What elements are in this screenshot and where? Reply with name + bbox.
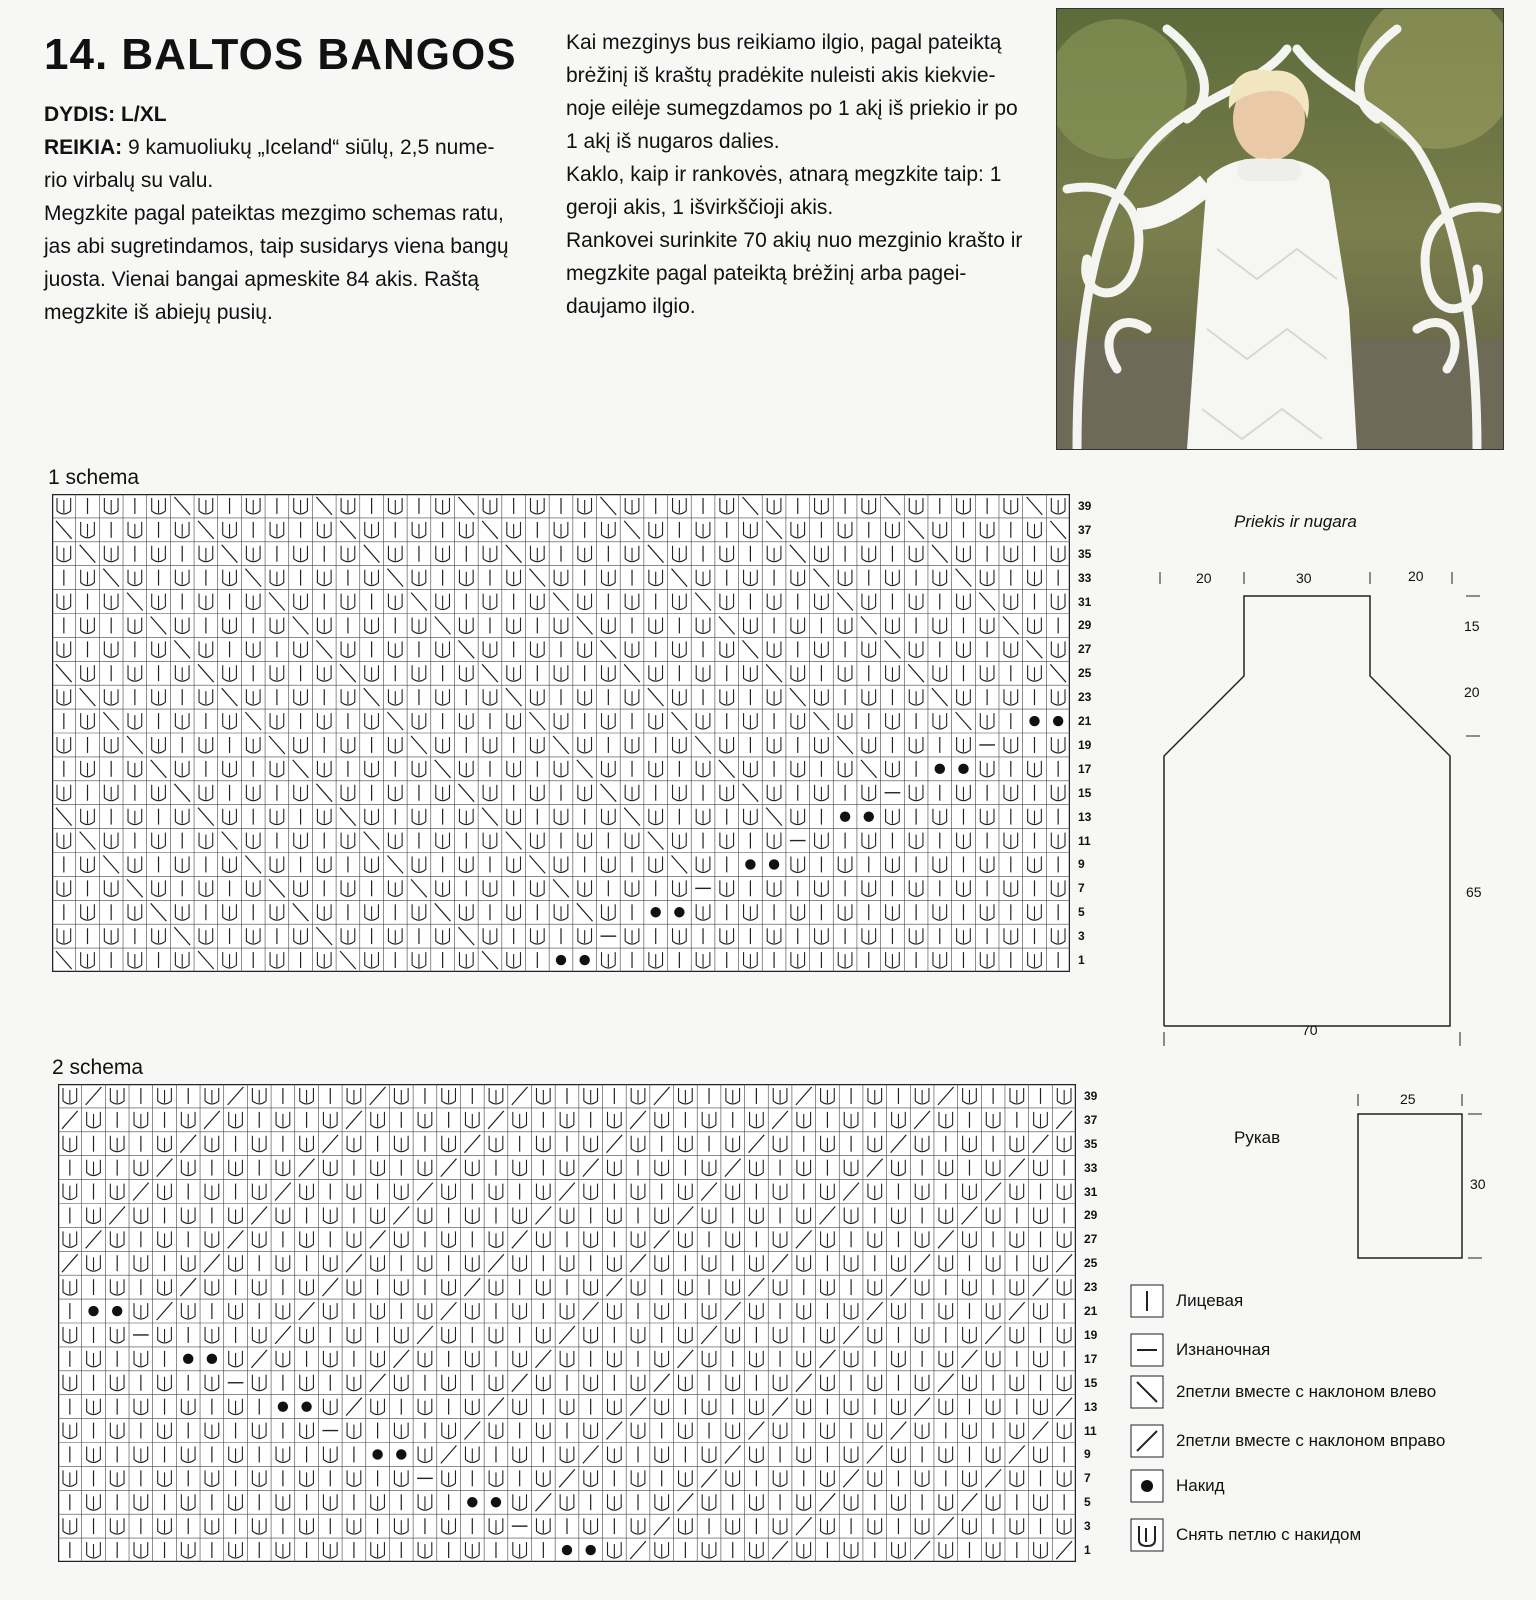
chart-stitch [650, 907, 660, 917]
row-number: 21 [1084, 1304, 1098, 1319]
row-number: 23 [1084, 1280, 1098, 1295]
row-number: 5 [1084, 1495, 1091, 1510]
dim-right-main: 65 [1466, 884, 1482, 900]
legend-item: Лицевая [1130, 1282, 1243, 1320]
intro-text [44, 98, 514, 329]
row-number: 29 [1078, 618, 1092, 633]
row-number: 9 [1084, 1447, 1091, 1462]
row-number: 27 [1084, 1232, 1098, 1247]
chart-stitch [958, 764, 968, 774]
row-number: 17 [1078, 761, 1092, 776]
row-number: 1 [1078, 953, 1085, 968]
chart-stitch [183, 1354, 193, 1364]
row-number: 39 [1084, 1088, 1098, 1103]
row-number: 21 [1078, 714, 1092, 729]
dim-bottom: 70 [1302, 1022, 1318, 1038]
chart-stitch [864, 811, 874, 821]
row-number: 37 [1084, 1112, 1098, 1127]
right-decrease-icon [1130, 1424, 1164, 1458]
purl-stitch-icon [1130, 1333, 1164, 1367]
row-number: 35 [1084, 1136, 1098, 1151]
row-number: 13 [1078, 809, 1092, 824]
chart-stitch [301, 1401, 311, 1411]
row-number: 35 [1078, 546, 1092, 561]
schema2-label: 2 schema [52, 1056, 144, 1079]
model-photo [1056, 8, 1504, 450]
dim-top-right: 20 [1408, 568, 1424, 584]
chart-stitch [467, 1497, 477, 1507]
row-number: 27 [1078, 642, 1092, 657]
schema1-chart [52, 494, 1070, 972]
dim-top-mid: 30 [1296, 570, 1312, 586]
row-number: 9 [1078, 857, 1085, 872]
body-schematic [1150, 566, 1490, 1046]
chart-stitch [112, 1306, 122, 1316]
row-number: 19 [1078, 737, 1092, 752]
row-number: 25 [1084, 1256, 1098, 1271]
yarn-over-icon [1130, 1469, 1164, 1503]
row-number: 3 [1078, 929, 1085, 944]
row-number: 17 [1084, 1351, 1098, 1366]
chart-stitch [674, 907, 684, 917]
row-number: 15 [1084, 1375, 1098, 1390]
size-label: DYDIS: [44, 103, 116, 126]
row-number: 31 [1084, 1184, 1098, 1199]
row-number: 29 [1084, 1208, 1098, 1223]
chart-stitch [935, 764, 945, 774]
intro-paragraph: Megzkite pagal pateiktas mezgimo schemas ratu, jas abi sugretindamos, taip susidarys viena bangų juosta. Vienai bangai apmeskite 84 akis. Raštą megzkite iš abiejų pusių. [44, 202, 509, 324]
dim-top-left: 20 [1196, 570, 1212, 586]
slip-stitch-icon [1130, 1518, 1164, 1552]
row-number: 5 [1078, 905, 1085, 920]
legend-item: Накид [1130, 1467, 1225, 1505]
row-number: 7 [1084, 1471, 1091, 1486]
knit-stitch-icon [1130, 1284, 1164, 1318]
schema1-label: 1 schema [48, 466, 140, 489]
row-number: 3 [1084, 1519, 1091, 1534]
sleeve-height: 30 [1470, 1176, 1486, 1192]
needs-label: REIKIA: [44, 136, 123, 159]
row-number: 23 [1078, 690, 1092, 705]
chart-stitch [278, 1401, 288, 1411]
chart-stitch [556, 955, 566, 965]
instructions-p2: Kaklo, kaip ir rankovės, atnarą megzkite taip: 1 geroji akis, 1 išvirkščioji akis. [566, 163, 1002, 219]
instructions-p1: Kai mezginys bus reikiamo ilgio, pagal pateiktą brėžinį iš kraštų pradėkite nuleisti akis kiekvie-noje eilėje sumegzdamos po 1 akį iš priekio ir po 1 akį iš nugaros dalies. [566, 31, 1018, 153]
chart-stitch [491, 1497, 501, 1507]
row-number: 1 [1084, 1543, 1091, 1558]
chart-stitch [1053, 716, 1063, 726]
sleeve-schematic [1350, 1094, 1490, 1264]
dim-right-top: 15 [1464, 618, 1480, 634]
chart-stitch [840, 811, 850, 821]
dim-right-mid: 20 [1464, 684, 1480, 700]
row-number: 25 [1078, 666, 1092, 681]
chart-stitch [745, 859, 755, 869]
schema2-chart [58, 1084, 1076, 1562]
chart-stitch [372, 1449, 382, 1459]
row-number: 33 [1084, 1160, 1098, 1175]
legend-item: Изнаночная [1130, 1331, 1270, 1369]
left-decrease-icon [1130, 1375, 1164, 1409]
page-title: 14. BALTOS BANGOS [44, 30, 517, 79]
row-number: 13 [1084, 1399, 1098, 1414]
row-number: 37 [1078, 522, 1092, 537]
row-number: 15 [1078, 785, 1092, 800]
chart-stitch [769, 859, 779, 869]
sleeve-diagram-title: Рукав [1234, 1128, 1281, 1147]
chart-stitch [88, 1306, 98, 1316]
row-number: 31 [1078, 594, 1092, 609]
legend-item: Снять петлю с накидом [1130, 1516, 1361, 1554]
chart-stitch [396, 1449, 406, 1459]
body-diagram-title: Priekis ir nugara [1234, 512, 1357, 531]
instructions-p3: Rankovei surinkite 70 akių nuo mezginio krašto ir megzkite pagal pateiktą brėžinį arba pagei-daujamo ilgio. [566, 229, 1023, 318]
row-number: 33 [1078, 570, 1092, 585]
sleeve-width: 25 [1400, 1091, 1416, 1107]
row-number: 11 [1084, 1423, 1097, 1438]
row-number: 7 [1078, 881, 1085, 896]
chart-stitch [579, 955, 589, 965]
chart-stitch [1029, 716, 1039, 726]
chart-stitch [562, 1545, 572, 1555]
needs-text: 9 kamuoliukų „Iceland“ siūlų, 2,5 nume-rio virbalų su valu. [44, 136, 495, 192]
row-number: 11 [1078, 833, 1091, 848]
legend-item: 2петли вместе с наклоном влево [1130, 1373, 1436, 1411]
chart-stitch [585, 1545, 595, 1555]
chart-stitch [207, 1354, 217, 1364]
size-value: L/XL [121, 103, 167, 126]
row-number: 39 [1078, 498, 1092, 513]
legend-item: 2петли вместе с наклоном вправо [1130, 1422, 1445, 1460]
schema2-row-numbers [1084, 1084, 1114, 1562]
instructions-text [566, 26, 1026, 323]
row-number: 19 [1084, 1327, 1098, 1342]
schema1-row-numbers [1078, 494, 1108, 972]
